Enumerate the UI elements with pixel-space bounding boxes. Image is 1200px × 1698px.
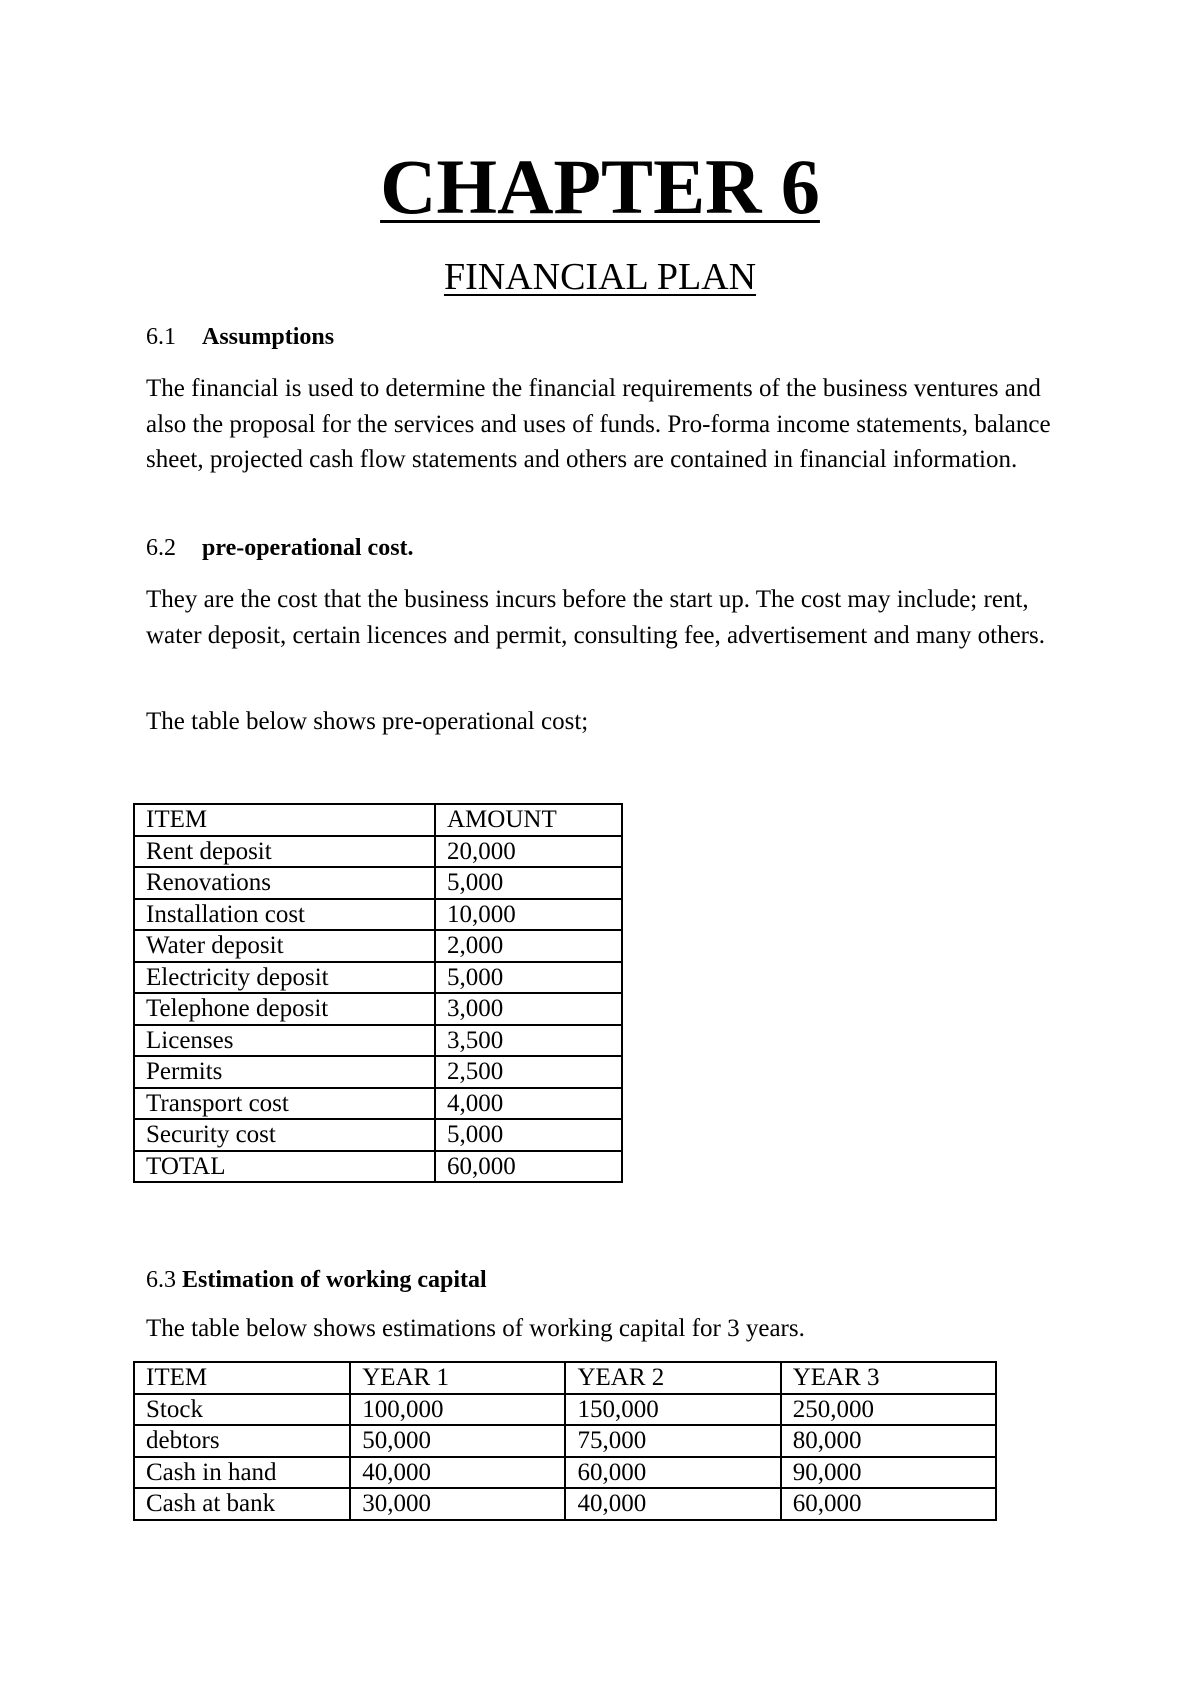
table-header-cell: YEAR 2 <box>565 1362 780 1394</box>
table-cell: 90,000 <box>781 1457 996 1489</box>
table-row <box>134 1119 622 1151</box>
section-number: 6.2 <box>146 535 176 561</box>
preop-table-intro: The table below shows pre-operational cost; <box>146 708 589 735</box>
table-header-cell: YEAR 1 <box>350 1362 565 1394</box>
table-row <box>134 1394 996 1426</box>
table-row <box>134 1025 622 1057</box>
table-cell: 80,000 <box>781 1425 996 1457</box>
table-cell: Rent deposit <box>134 836 435 868</box>
table-row <box>134 867 622 899</box>
table-cell: 2,500 <box>435 1056 622 1088</box>
table-cell: Telephone deposit <box>134 993 435 1025</box>
table-row <box>134 1457 996 1489</box>
chapter-title: CHAPTER 6 <box>380 143 820 230</box>
table-cell: 100,000 <box>350 1394 565 1426</box>
table-header-row <box>134 804 622 836</box>
table-cell: 75,000 <box>565 1425 780 1457</box>
section-number: 6.3 <box>146 1267 176 1293</box>
table-header-cell: YEAR 3 <box>781 1362 996 1394</box>
table-cell: TOTAL <box>134 1151 435 1183</box>
table-row <box>134 836 622 868</box>
assumptions-paragraph: The financial is used to determine the financial requirements of the business ventures and also the proposal for the services and uses of funds. Pro-forma income statements, balance sheet, projected cash flow statements and others are contained in financial information. <box>146 375 1051 473</box>
table-cell: 4,000 <box>435 1088 622 1120</box>
table-cell: 50,000 <box>350 1425 565 1457</box>
working-capital-table <box>133 1361 997 1521</box>
table-row <box>134 1425 996 1457</box>
capital-table-intro: The table below shows estimations of working capital for 3 years. <box>146 1315 805 1342</box>
table-cell: 60,000 <box>781 1488 996 1520</box>
table-cell: 30,000 <box>350 1488 565 1520</box>
table-cell: Renovations <box>134 867 435 899</box>
table-row <box>134 1488 996 1520</box>
table-cell: 40,000 <box>565 1488 780 1520</box>
table-cell: 150,000 <box>565 1394 780 1426</box>
table-row <box>134 899 622 931</box>
section-number: 6.1 <box>146 324 176 350</box>
section-title: pre-operational cost. <box>202 535 414 561</box>
table-header-cell: ITEM <box>134 804 435 836</box>
preop-cost-table <box>133 803 623 1183</box>
preop-description-paragraph: They are the cost that the business incurs before the start up. The cost may include; rent, water deposit, certain licences and permit, consulting fee, advertisement and many others. <box>146 586 1045 649</box>
table-cell: 5,000 <box>435 962 622 994</box>
table-cell: Transport cost <box>134 1088 435 1120</box>
table-cell: Licenses <box>134 1025 435 1057</box>
section-title: Assumptions <box>202 324 335 350</box>
table-cell: Electricity deposit <box>134 962 435 994</box>
chapter-subtitle: FINANCIAL PLAN <box>443 256 757 298</box>
table-cell: Cash at bank <box>134 1488 350 1520</box>
section-title: Estimation of working capital <box>182 1267 487 1293</box>
table-header-cell: AMOUNT <box>435 804 622 836</box>
section-heading-6-3 <box>146 1268 487 1292</box>
table-cell: 40,000 <box>350 1457 565 1489</box>
table-cell: Security cost <box>134 1119 435 1151</box>
table-cell: 3,500 <box>435 1025 622 1057</box>
table-cell: Installation cost <box>134 899 435 931</box>
table-row <box>134 1056 622 1088</box>
table-row <box>134 930 622 962</box>
table-row <box>134 993 622 1025</box>
table-cell: 5,000 <box>435 1119 622 1151</box>
section-heading-6-2 <box>146 536 414 560</box>
table-row <box>134 1151 622 1183</box>
table-cell: Cash in hand <box>134 1457 350 1489</box>
table-cell: 3,000 <box>435 993 622 1025</box>
table-cell: 20,000 <box>435 836 622 868</box>
table-cell: 5,000 <box>435 867 622 899</box>
table-cell: 10,000 <box>435 899 622 931</box>
table-cell: 2,000 <box>435 930 622 962</box>
section-heading-6-1 <box>146 325 334 349</box>
table-cell: 250,000 <box>781 1394 996 1426</box>
table-cell: Water deposit <box>134 930 435 962</box>
table-row <box>134 962 622 994</box>
table-header-cell: ITEM <box>134 1362 350 1394</box>
table-row <box>134 1088 622 1120</box>
table-cell: Stock <box>134 1394 350 1426</box>
table-cell: 60,000 <box>435 1151 622 1183</box>
table-cell: debtors <box>134 1425 350 1457</box>
table-cell: Permits <box>134 1056 435 1088</box>
table-cell: 60,000 <box>565 1457 780 1489</box>
table-header-row <box>134 1362 996 1394</box>
